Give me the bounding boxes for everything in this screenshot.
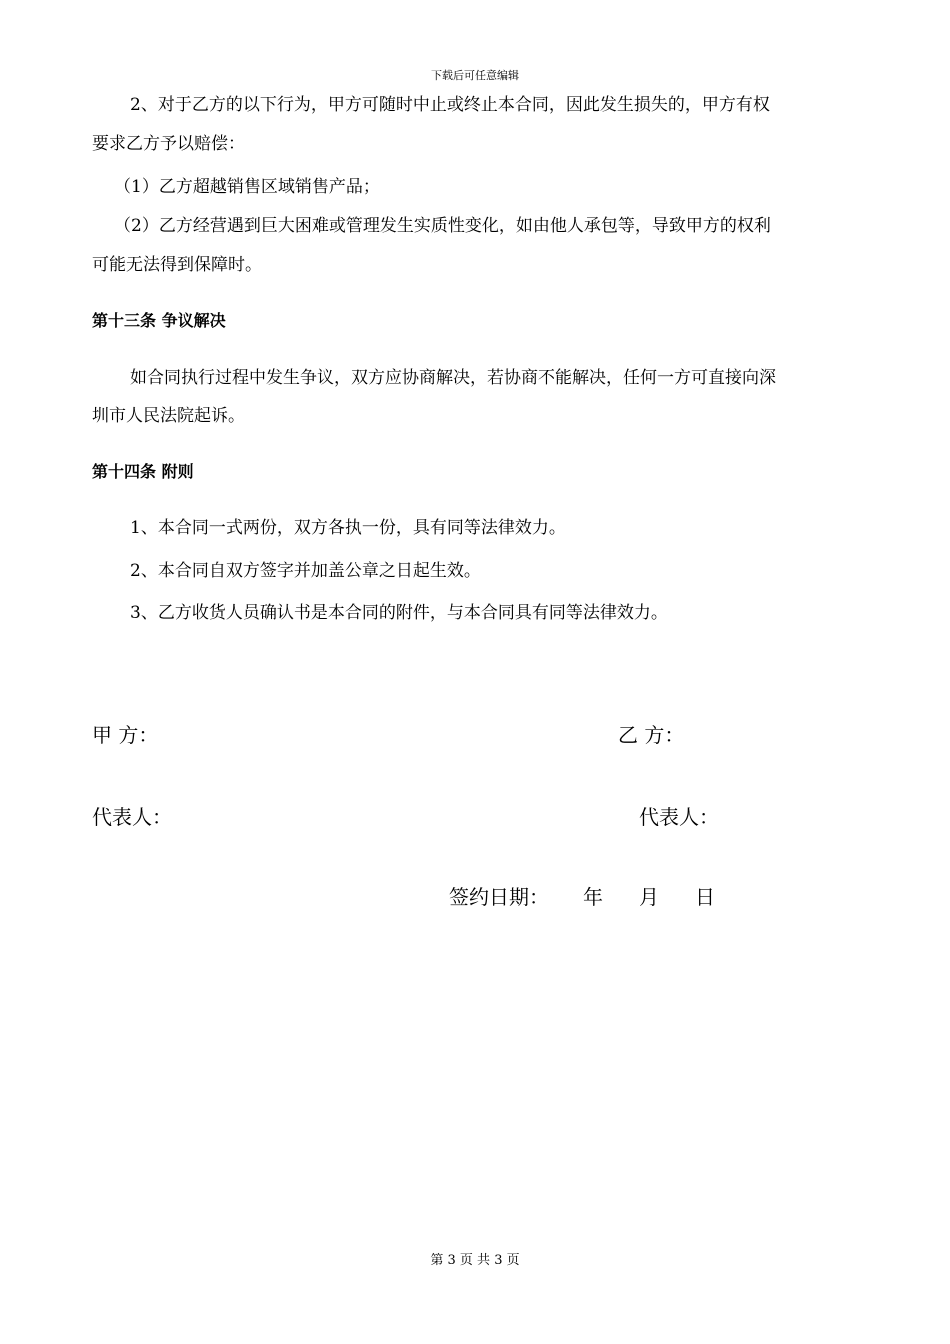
clause12-sub2-line2: 可能无法得到保障时。 [92, 255, 262, 275]
signing-date-label: 签约日期： [449, 885, 549, 909]
clause14-item1: 1、本合同一式两份，双方各执一份，具有同等法律效力。 [130, 518, 566, 538]
clause13-body-line2: 圳市人民法院起诉。 [92, 406, 245, 426]
rep-b-label: 代表人： [639, 805, 719, 829]
clause13-heading: 第十三条 争议解决 [92, 311, 226, 330]
page-header: 下载后可任意编辑 [431, 69, 519, 82]
clause12-item2-line2: 要求乙方予以赔偿： [92, 134, 245, 154]
signing-date-year: 年 [583, 885, 603, 909]
party-a-label: 甲 方： [92, 723, 159, 747]
signing-date-day: 日 [695, 885, 715, 909]
clause12-sub2-line1: （2）乙方经营遇到巨大困难或管理发生实质性变化，如由他人承包等，导致甲方的权利 [114, 216, 771, 236]
clause13-body-line1: 如合同执行过程中发生争议，双方应协商解决，若协商不能解决，任何一方可直接向深 [130, 368, 776, 388]
signing-date-month: 月 [639, 885, 659, 909]
page-footer: 第 3 页 共 3 页 [430, 1253, 520, 1268]
clause12-sub1: （1）乙方超越销售区域销售产品； [114, 177, 380, 197]
clause12-item2-line1: 2、对于乙方的以下行为，甲方可随时中止或终止本合同，因此发生损失的，甲方有权 [130, 95, 770, 115]
rep-a-label: 代表人： [92, 805, 172, 829]
clause14-heading: 第十四条 附则 [92, 462, 194, 481]
party-b-label: 乙 方： [618, 723, 685, 747]
clause14-item3: 3、乙方收货人员确认书是本合同的附件，与本合同具有同等法律效力。 [130, 603, 668, 623]
clause14-item2: 2、本合同自双方签字并加盖公章之日起生效。 [130, 561, 481, 581]
